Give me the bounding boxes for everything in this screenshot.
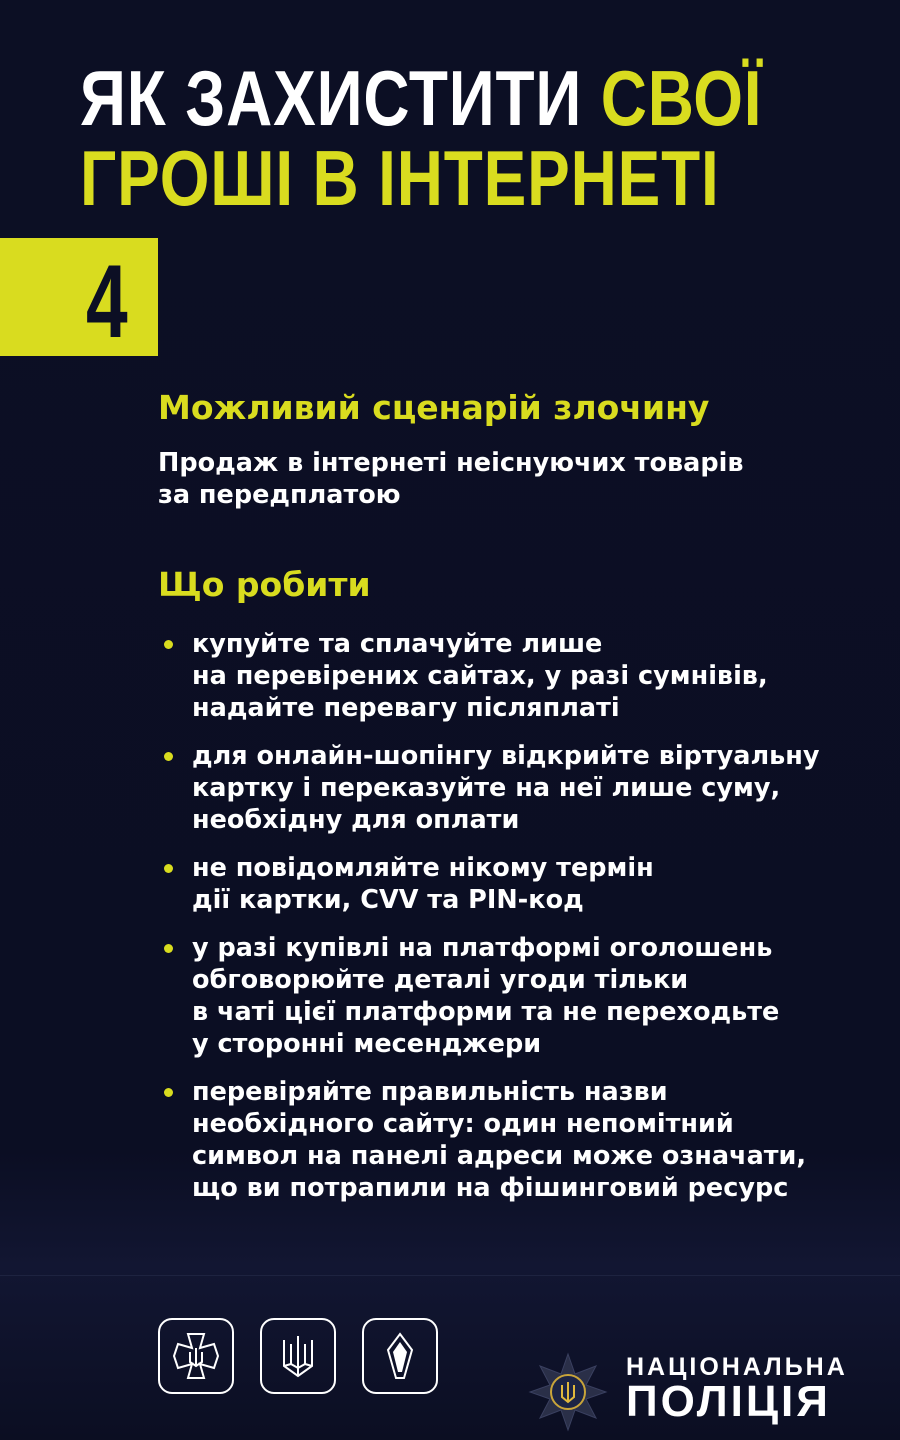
trident-emblem-icon — [260, 1318, 336, 1394]
list-item-text: перевіряйте правильність назви необхідного сайту: один непомітний символ на панелі адреси може означати, що ви потрапили на фішинговий ресурс — [192, 1077, 807, 1203]
list-item — [158, 1076, 878, 1204]
todo-list — [158, 628, 878, 1220]
police-star-icon — [528, 1352, 608, 1436]
bullet-icon — [164, 1088, 173, 1097]
page-title — [80, 54, 763, 222]
police-line-1: НАЦІОНАЛЬНА — [626, 1353, 848, 1381]
list-item — [158, 852, 878, 916]
cross-emblem-icon — [158, 1318, 234, 1394]
scenario-heading: Можливий сценарій злочину — [158, 388, 710, 427]
number-badge-value: 4 — [86, 244, 128, 360]
bullet-icon — [164, 640, 173, 649]
shield-emblem-icon — [362, 1318, 438, 1394]
list-item-text: купуйте та сплачуйте лише на перевірених сайтах, у разі сумнівів, надайте перевагу післяплаті — [192, 629, 768, 723]
todo-heading: Що робити — [158, 565, 371, 604]
list-item — [158, 628, 878, 724]
police-line-2: ПОЛІЦІЯ — [626, 1377, 831, 1426]
list-item-text: для онлайн-шопінгу відкрийте віртуальну картку і переказуйте на неї лише суму, необхідну для оплати — [192, 741, 820, 835]
bullet-icon — [164, 752, 173, 761]
title-line-2: ГРОШІ В ІНТЕРНЕТІ — [80, 134, 720, 222]
number-badge — [0, 238, 158, 360]
list-item — [158, 932, 878, 1060]
list-item — [158, 740, 878, 836]
bullet-icon — [164, 944, 173, 953]
police-logo-text — [626, 1353, 848, 1426]
list-item-text: не повідомляйте нікому термін дії картки, CVV та PIN-код — [192, 853, 654, 915]
title-part-white: ЯК ЗАХИСТИТИ — [80, 54, 601, 142]
scenario-text: Продаж в інтернеті неіснуючих товарів за передплатою — [158, 448, 744, 510]
footer-divider — [0, 1275, 900, 1276]
bullet-icon — [164, 864, 173, 873]
list-item-text: у разі купівлі на платформі оголошень обговорюйте деталі угоди тільки в чаті цієї платформи та не переходьте у сторонні месенджери — [192, 933, 780, 1059]
title-part-yellow: СВОЇ — [600, 54, 763, 142]
